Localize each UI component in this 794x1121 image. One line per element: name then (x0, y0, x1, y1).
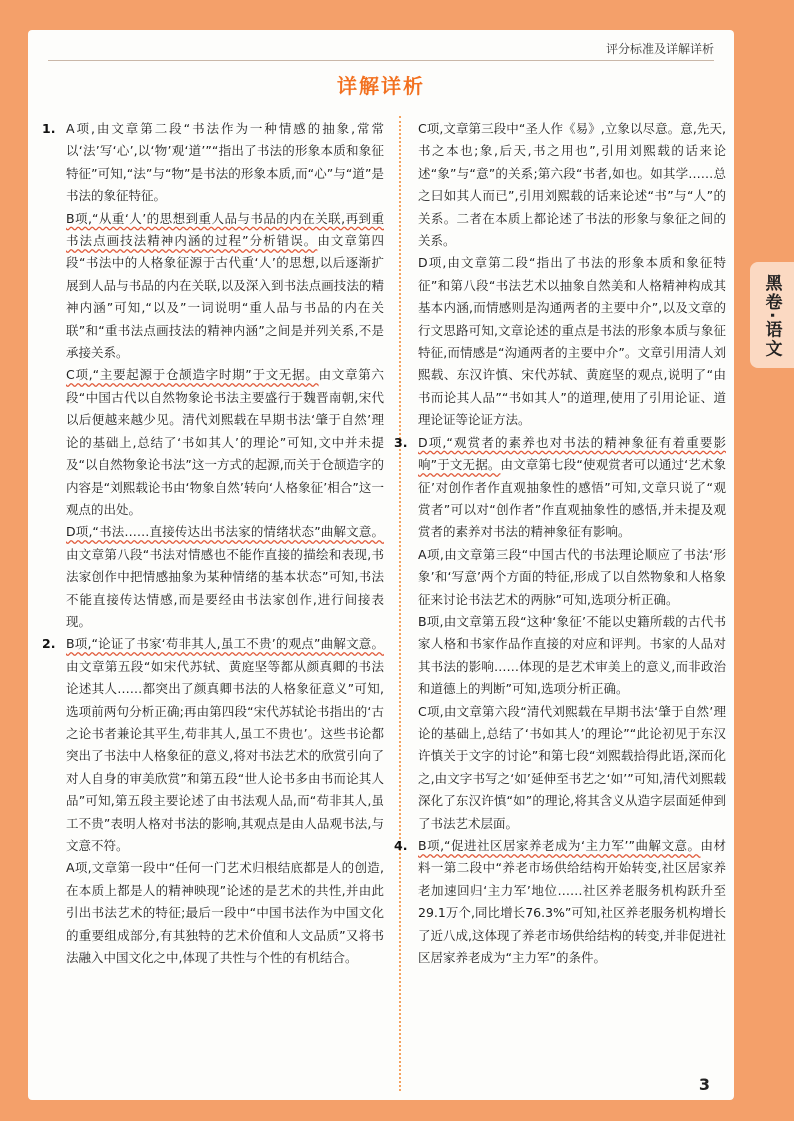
explanation-text: C项,文章第三段中“圣人作《易》,立象以尽意。意,先天,书之本也;象,后天,书之用也”,引用刘熙载的话来论述“象”与“意”的关系;第六段“书者,如也。如其学……总之曰如其人而已”,引用刘熙载的话来论述“书”与“人”的关系。二者在本质上都论述了书法的形象与象征之间的关系。 (418, 121, 726, 249)
answer-text (66, 364, 384, 521)
explanation-text: 由材料一第二段中“养老市场供给结构开始转变,社区居家养老加速回归‘主力军’地位……社区养老服务机构跃升至29.1万个,同比增长76.3%”可知,社区养老服务机构增长了近八成,这体现了养老市场供给结构的转变,并非促进社区居家养老成为“主力军”的条件。 (418, 838, 726, 966)
explanation-text: 由文章第六段“中国古代以自然物象论书法主要盛行于魏晋南朝,宋代以后便越来越少见。清代刘熙载在早期书法‘肇于自然’理论的基础上,总结了‘书如其人’的理论”可知,文中并未提及“以自然物象论书法”这一方式的起源,而关于仓颉造字的内容是“刘熙载论书由‘物象自然’转向‘人格象征’相合”这一观点的出处。 (66, 367, 384, 517)
answer-paragraph (418, 252, 726, 431)
left-column (42, 118, 384, 969)
page-title: 详解详析 (337, 74, 425, 98)
answer-text (418, 701, 726, 835)
highlighted-error-phrase: C项,“主要起源于仓颉造字时期”于文无据。 (66, 367, 319, 383)
explanation-text: C项,由文章第六段“清代刘熙载在早期书法‘肇于自然’理论的基础上,总结了‘书如其人’的理论”“此论初见于东汉许慎关于文字的讨论”和第七段“刘熙载拾得此语,深而化之,由文字书写之‘如’延伸至书艺之‘如’”可知,清代刘熙载深化了东汉许慎“如”的理论,将其含义从造字层面延伸到了书法艺术层面。 (418, 703, 726, 831)
answer-paragraph (394, 835, 726, 969)
answer-text (418, 835, 726, 969)
answer-text (66, 521, 384, 633)
page-sheet (28, 30, 734, 1100)
answer-paragraph (66, 521, 384, 633)
answer-paragraph (42, 118, 384, 208)
explanation-text: B项,由文章第五段“这种‘象征’不能以史籍所载的古代书家人格和书家作品作直接的对应和评判。书家的人品对其书法的影响……体现的是艺术审美上的意义,而非政治和道德上的判断”可知,选项分析正确。 (418, 613, 726, 697)
explanation-text: A项,由文章第三段“中国古代的书法理论顺应了书法‘形象’和‘写意’两个方面的特征,形成了以自然物象和人格象征来讨论书法艺术的两脉”可知,选项分析正确。 (418, 546, 726, 607)
answer-text (418, 544, 726, 611)
highlighted-error-phrase: B项,“论证了书家‘苟非其人,虽工不贵’的观点”曲解文意。 (66, 636, 384, 652)
answer-paragraph (394, 432, 726, 544)
page-number: 3 (698, 1075, 710, 1094)
answer-text (66, 118, 384, 208)
answer-paragraph (42, 633, 384, 857)
subject-tab-label: 黑卷·语文 (761, 274, 782, 359)
running-header: 评分标准及详解详析 (605, 42, 714, 56)
highlighted-error-phrase: B项,“促进社区居家养老成为‘主力军’”曲解文意。 (418, 838, 701, 853)
answer-paragraph (418, 701, 726, 835)
explanation-text: A项,文章第一段中“任何一门艺术归根结底都是人的创造,在本质上都是人的精神映现”论述的是艺术的共性,并由此引出书法艺术的特征;最后一段中“中国书法作为中国文化的重要组成部分,有其独特的艺术价值和人文品质”又将书法融入中国文化之中,体现了共性与个性的有机结合。 (66, 860, 384, 966)
explanation-text: 由文章第七段“使观赏者可以通过‘艺术象征’对创作者作直观抽象性的感悟”可知,文章只说了“观赏者”可以对“创作者”作直观抽象性的感悟,并未提及观赏者的素养对书法的精神象征有影响。 (418, 457, 726, 540)
right-column (394, 118, 726, 969)
answer-text (66, 208, 384, 365)
answer-paragraph (418, 544, 726, 611)
answer-text (66, 633, 384, 857)
explanation-text: 由文章第八段“书法对情感也不能作直接的描绘和表现,书法家创作中把情感抽象为某种情绪的基本状态”可知,书法不能直接传达情感,而是要经由书法家创作,进行间接表现。 (66, 546, 384, 629)
header-rule (48, 60, 714, 61)
answer-text (418, 432, 726, 544)
explanation-text: 由文章第五段“如宋代苏轼、黄庭坚等都从颜真卿的书法论述其人……都突出了颜真卿书法的人格象征意义”可知,选项前两句分析正确;再由第四段“宋代苏轼论书指出的‘古之论书者兼论其平生,苟非其人,虽工不贵也’。这些书论都突出了书法中人格象征的意义,将对书法艺术的欣赏引向了对人自身的审美欣赏”和第五段“世人论书多由书而论其人品”可知,第五段主要论述了由书法观人品,而“苟非其人,虽工不贵”表明人格对书法的影响,其观点是由人品观书法,与文意不符。 (66, 658, 384, 853)
answer-text (66, 857, 384, 969)
question-number: 3. (394, 434, 408, 450)
answer-paragraph (66, 364, 384, 521)
highlighted-error-phrase: B项,“从重‘人’的思想到重人品与书品的内在关联,再到重书法点画技法精神内涵的过程”分析错误。 (66, 210, 384, 249)
explanation-text: A项,由文章第二段“书法作为一种情感的抽象,常常以‘法’写‘心’,以‘物’观‘道’”“指出了书法的形象本质和象征特征”可知,“法”与“物”是书法的形象本质,而“心”与“道”是书法的象征特征。 (66, 121, 384, 204)
question-number: 4. (394, 838, 408, 853)
explanation-text: D项,由文章第二段“指出了书法的形象本质和象征特征”和第八段“书法艺术以抽象自然美和人格精神构成其基本内涵,而情感则是沟通两者的主要中介”,以及文章的行文思路可知,文章论述的重点是书法的形象本质与象征特征,而情感是“沟通两者的主要中介”。文章引用清人刘熙载、东汉许慎、宋代苏轼、黄庭坚的观点,说明了“由书而论其人品”“书如其人”的道理,使用了引用论证、道理论证等论证方法。 (418, 255, 726, 428)
question-number: 1. (42, 121, 56, 136)
answer-paragraph (418, 611, 726, 701)
answer-paragraph (66, 857, 384, 969)
answer-paragraph (66, 208, 384, 365)
explanation-text: 由文章第四段“书法中的人格象征源于古代重‘人’的思想,以后逐渐扩展到人品与书品的内在关联,以及深入到书法点画技法的精神内涵”可知,“以及”一词说明“重人品与书品的内在关联”和“重书法点画技法的精神内涵”之间是并列关系,不是承接关系。 (66, 233, 384, 361)
answer-text (418, 118, 726, 252)
answer-paragraph (418, 118, 726, 252)
question-number: 2. (42, 636, 56, 652)
subject-tab (750, 262, 794, 368)
highlighted-error-phrase: D项,“书法……直接传达出书法家的情绪状态”曲解文意。 (66, 524, 384, 540)
column-divider (399, 116, 401, 1091)
highlighted-error-phrase: D项,“观赏者的素养也对书法的精神象征有着重要影响”于文无据。 (418, 434, 726, 473)
answer-text (418, 252, 726, 431)
answer-text (418, 611, 726, 701)
